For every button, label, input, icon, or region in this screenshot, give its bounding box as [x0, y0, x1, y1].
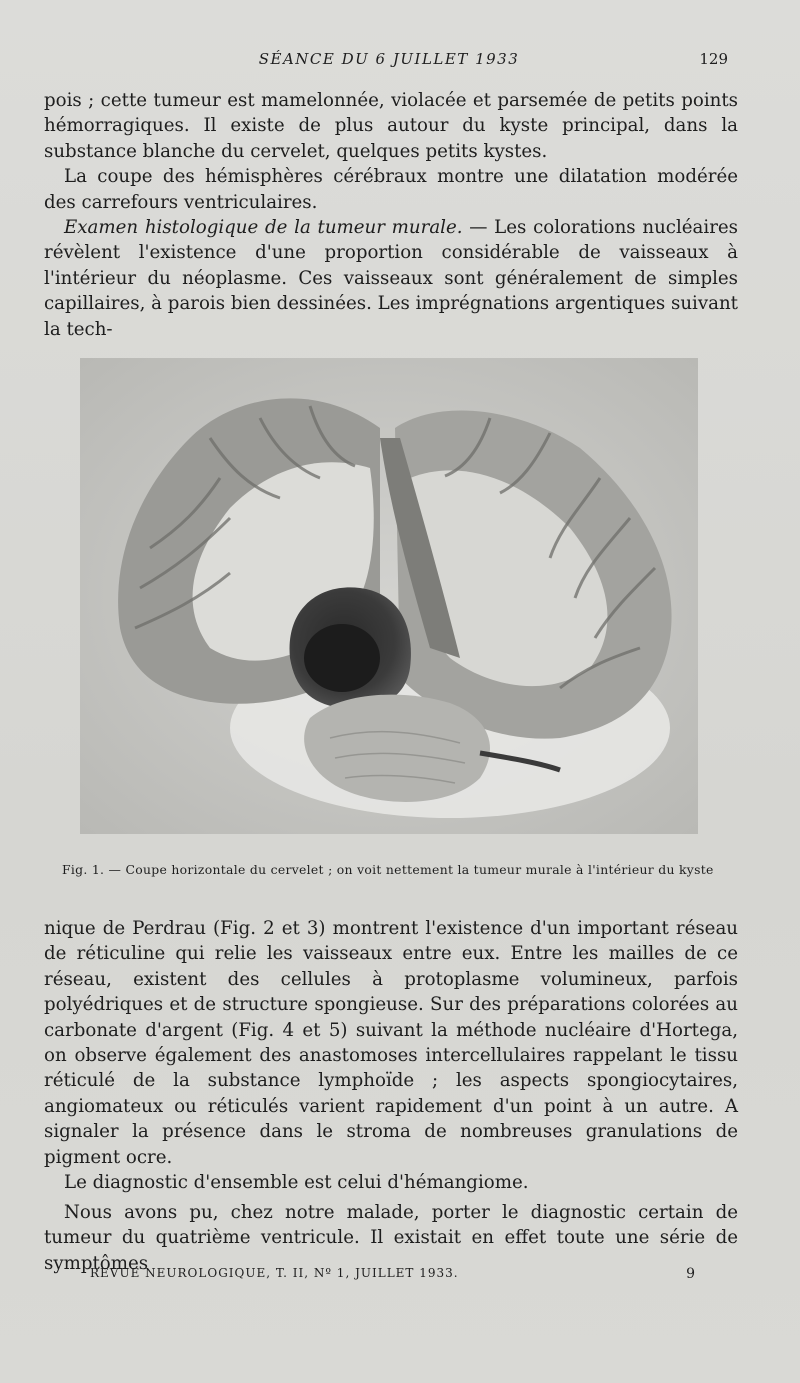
figure-photograph: [80, 358, 698, 834]
journal-citation: REVUE NEUROLOGIQUE, T. II, Nº 1, JUILLET 1933.: [90, 1266, 459, 1280]
running-title: SÉANCE DU 6 JUILLET 1933: [258, 50, 520, 68]
body-text-top: [44, 88, 738, 342]
caption-text: — Coupe horizontale du cervelet ; on voit nettement la tumeur murale à l'intérieur du kyste: [104, 862, 714, 877]
paragraph: pois ; cette tumeur est mamelonnée, violacée et parsemée de petits points hémorragiques. Il existe de plus autour du kyste principal, dans la substance blanche du cervelet, quelques petits kystes.: [44, 90, 738, 162]
body-text-final: [44, 1200, 738, 1276]
cerebellum-section-photo: [80, 358, 698, 834]
paragraph: nique de Perdrau (Fig. 2 et 3) montrent l'existence d'un important réseau de réticuline qui relie les vaisseaux entre eux. Entre les mailles de ce réseau, existent des cellules à protoplasme volumineux, parfois polyédriques et de structure spongieuse. Sur des préparations colorées au carbonate d'argent (Fig. 4 et 5) suivant la méthode nucléaire d'Hortega, on observe également des anastomoses intercellulaires rappelant le tissu réticulé de la substance lymphoïde ; les aspects spongiocytaires, angiomateux ou réticulés varient rapidement d'un point à un autre. A signaler la présence dans le stroma de nombreuses granulations de pigment ocre.: [44, 918, 738, 1168]
running-head: [44, 50, 734, 76]
section-heading: Examen histologique de la tumeur murale.: [64, 217, 463, 239]
page-footer: [90, 1266, 700, 1286]
section-text: — Les colorations nucléaires révèlent l'existence d'une proportion considérable de vaisseaux à l'intérieur du néoplasme. Ces vaisseaux sont généralement de simples capillaires, à parois bien dessinées. Les imprégnations argentiques suivant la tech-: [44, 217, 738, 340]
body-text-bottom: [44, 916, 738, 1195]
signature-mark: 9: [686, 1266, 696, 1282]
paragraph: Le diagnostic d'ensemble est celui d'hémangiome.: [64, 1172, 529, 1194]
paragraph: La coupe des hémisphères cérébraux montre une dilatation modérée des carrefours ventriculaires.: [44, 166, 738, 213]
page-number: 129: [699, 50, 728, 68]
figure-caption: [62, 862, 742, 877]
section-paragraph: [44, 215, 738, 342]
paragraph: Nous avons pu, chez notre malade, porter le diagnostic certain de tumeur du quatrième ventricule. Il existait en effet toute une série de symptômes: [44, 1202, 738, 1274]
figure-label: Fig. 1.: [62, 862, 105, 877]
